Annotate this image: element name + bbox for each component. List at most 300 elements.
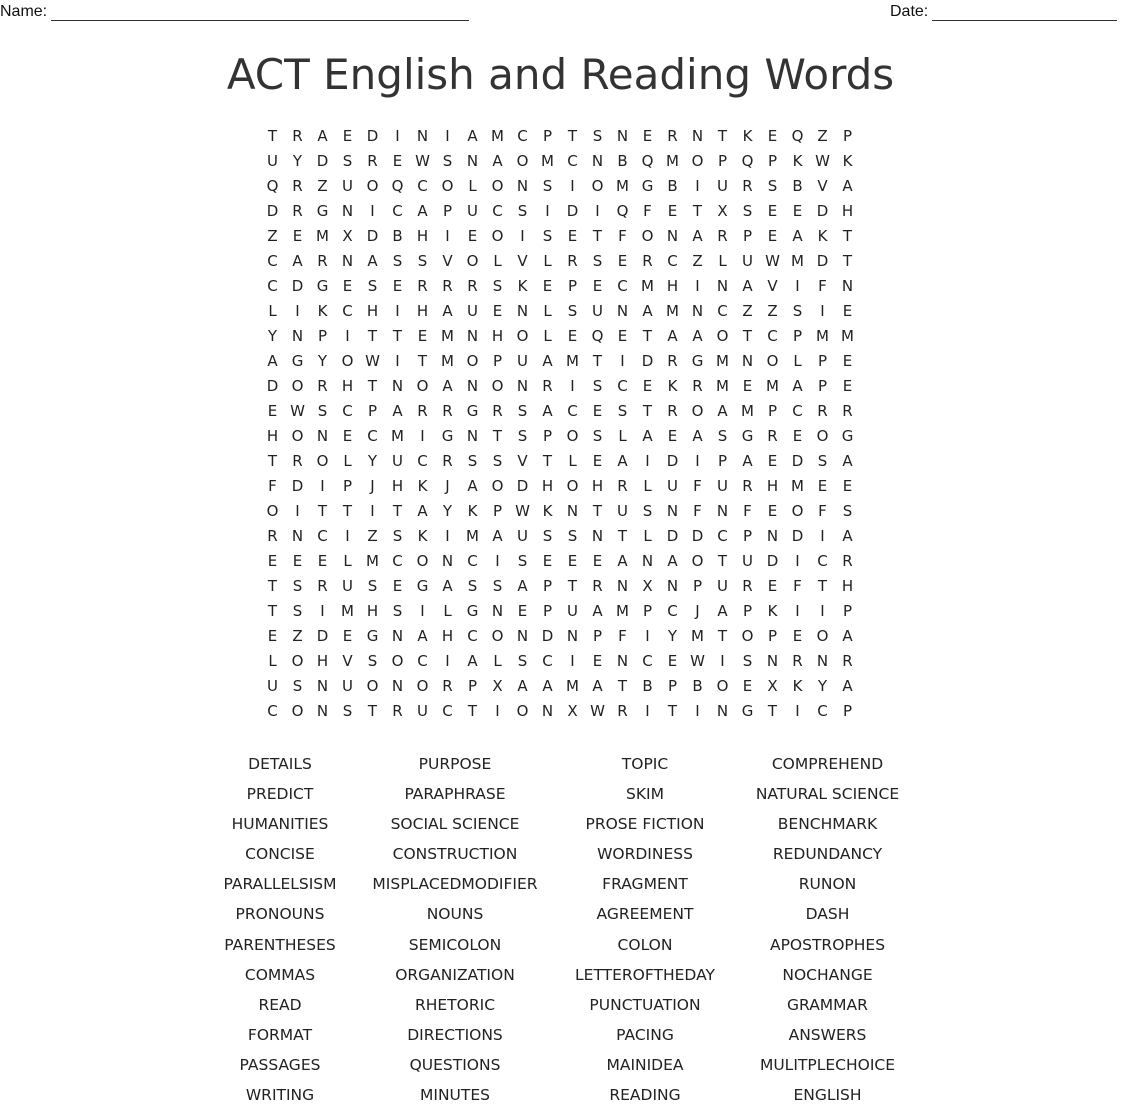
grid-letter: N — [391, 677, 404, 695]
word-list-item: WORDINESS — [597, 845, 693, 864]
grid-letter: P — [542, 427, 553, 445]
grid-letter: N — [341, 252, 354, 270]
grid-letter: I — [420, 427, 425, 445]
grid-letter: I — [620, 352, 625, 370]
grid-row — [260, 124, 860, 149]
grid-letter: U — [592, 302, 603, 320]
grid-letter: A — [292, 252, 303, 270]
grid-letter: T — [717, 627, 728, 645]
grid-letter: P — [317, 327, 328, 345]
grid-letter: I — [645, 452, 650, 470]
grid-letter: F — [793, 577, 802, 595]
grid-letter: P — [592, 627, 603, 645]
grid-letter: A — [717, 602, 728, 620]
grid-letter: I — [445, 652, 450, 670]
grid-letter: F — [268, 477, 277, 495]
grid-letter: L — [643, 527, 652, 545]
grid-letter: A — [742, 452, 753, 470]
word-list-item: NATURAL SCIENCE — [755, 785, 900, 804]
grid-letter: A — [742, 277, 753, 295]
grid-letter: N — [291, 327, 304, 345]
grid-letter: A — [592, 677, 603, 695]
grid-letter: O — [516, 327, 529, 345]
grid-letter: V — [767, 277, 778, 295]
grid-letter: Z — [317, 177, 328, 195]
grid-letter: A — [442, 377, 453, 395]
grid-letter: U — [667, 477, 678, 495]
grid-letter: H — [391, 477, 404, 495]
grid-letter: S — [492, 277, 503, 295]
grid-letter: I — [495, 702, 500, 720]
grid-letter: N — [591, 152, 604, 170]
grid-row — [260, 549, 860, 574]
grid-letter: Y — [442, 502, 453, 520]
grid-letter: W — [365, 352, 380, 370]
grid-letter: O — [466, 252, 479, 270]
grid-row — [260, 274, 860, 299]
grid-letter: M — [716, 352, 729, 370]
grid-letter: F — [618, 227, 627, 245]
word-list — [190, 751, 930, 1112]
grid-letter: L — [343, 552, 352, 570]
grid-letter: A — [542, 352, 553, 370]
grid-letter: N — [841, 277, 854, 295]
grid-letter: O — [691, 152, 704, 170]
grid-letter: D — [641, 352, 654, 370]
grid-letter: R — [742, 577, 753, 595]
grid-letter: P — [717, 152, 728, 170]
grid-letter: E — [767, 452, 778, 470]
grid-letter: O — [366, 177, 379, 195]
grid-letter: Q — [641, 152, 654, 170]
grid-letter: I — [570, 652, 575, 670]
grid-letter: R — [442, 402, 453, 420]
grid-letter: R — [717, 227, 728, 245]
word-list-item: COMMAS — [244, 965, 316, 984]
word-list-item: CONCISE — [245, 845, 315, 864]
grid-letter: N — [766, 527, 779, 545]
grid-letter: A — [317, 127, 328, 145]
grid-letter: L — [268, 302, 277, 320]
grid-letter: H — [416, 302, 429, 320]
grid-letter: G — [441, 427, 454, 445]
grid-letter: S — [767, 177, 778, 195]
grid-letter: E — [842, 377, 853, 395]
grid-letter: U — [467, 302, 478, 320]
grid-letter: N — [516, 377, 529, 395]
grid-row — [260, 249, 860, 274]
grid-letter: C — [492, 202, 503, 220]
grid-letter: I — [520, 227, 525, 245]
grid-letter: K — [667, 377, 678, 395]
grid-letter: T — [667, 702, 678, 720]
grid-letter: M — [616, 177, 629, 195]
grid-letter: T — [567, 577, 578, 595]
grid-letter: T — [642, 402, 653, 420]
grid-letter: E — [342, 277, 353, 295]
grid-letter: K — [792, 152, 803, 170]
grid-letter: T — [592, 502, 603, 520]
grid-letter: C — [617, 277, 628, 295]
grid-letter: I — [345, 527, 350, 545]
grid-letter: A — [417, 202, 428, 220]
grid-letter: L — [343, 452, 352, 470]
grid-letter: H — [366, 602, 379, 620]
grid-letter: A — [542, 402, 553, 420]
grid-letter: U — [392, 452, 403, 470]
grid-letter: D — [291, 277, 304, 295]
grid-letter: R — [617, 477, 628, 495]
grid-letter: S — [742, 652, 753, 670]
grid-letter: P — [367, 402, 378, 420]
grid-letter: R — [592, 577, 603, 595]
grid-letter: O — [716, 677, 729, 695]
grid-letter: D — [566, 202, 579, 220]
name-blank-line[interactable] — [51, 3, 469, 21]
grid-letter: A — [842, 677, 853, 695]
date-blank-line[interactable] — [932, 3, 1117, 21]
grid-letter: C — [792, 402, 803, 420]
grid-letter: E — [317, 552, 328, 570]
grid-letter: D — [816, 252, 829, 270]
grid-letter: E — [342, 127, 353, 145]
grid-letter: P — [742, 227, 753, 245]
grid-letter: I — [695, 277, 700, 295]
grid-letter: C — [342, 402, 353, 420]
grid-letter: E — [342, 627, 353, 645]
grid-letter: O — [566, 427, 579, 445]
grid-letter: G — [416, 577, 429, 595]
grid-letter: A — [467, 477, 478, 495]
grid-letter: M — [791, 252, 804, 270]
grid-letter: T — [717, 127, 728, 145]
grid-letter: M — [316, 227, 329, 245]
grid-letter: O — [491, 177, 504, 195]
word-list-item: ENGLISH — [793, 1086, 862, 1105]
word-list-item: READING — [609, 1086, 681, 1105]
grid-letter: D — [791, 527, 804, 545]
grid-letter: C — [467, 552, 478, 570]
word-list-item: FORMAT — [247, 1025, 313, 1044]
grid-letter: A — [442, 577, 453, 595]
grid-letter: U — [342, 677, 353, 695]
grid-row — [260, 424, 860, 449]
grid-letter: S — [742, 202, 753, 220]
grid-letter: I — [545, 202, 550, 220]
grid-letter: E — [392, 277, 403, 295]
grid-letter: C — [392, 202, 403, 220]
grid-letter: C — [817, 702, 828, 720]
grid-letter: E — [617, 252, 628, 270]
grid-letter: O — [691, 402, 704, 420]
grid-letter: D — [266, 377, 279, 395]
grid-letter: P — [342, 477, 353, 495]
grid-letter: G — [741, 702, 754, 720]
grid-letter: K — [817, 227, 828, 245]
grid-letter: E — [642, 377, 653, 395]
grid-letter: E — [592, 452, 603, 470]
grid-letter: Z — [692, 252, 703, 270]
grid-letter: T — [367, 377, 378, 395]
grid-letter: L — [443, 602, 452, 620]
grid-letter: D — [516, 477, 529, 495]
grid-letter: I — [370, 202, 375, 220]
word-list-item: REDUNDANCY — [772, 845, 883, 864]
grid-letter: P — [742, 527, 753, 545]
grid-letter: S — [542, 527, 553, 545]
grid-letter: I — [420, 602, 425, 620]
grid-letter: O — [716, 327, 729, 345]
grid-row — [260, 524, 860, 549]
grid-letter: U — [342, 177, 353, 195]
grid-letter: U — [742, 252, 753, 270]
grid-letter: U — [267, 677, 278, 695]
grid-letter: K — [742, 127, 753, 145]
grid-letter: S — [517, 552, 528, 570]
grid-letter: E — [267, 552, 278, 570]
grid-letter: O — [291, 427, 304, 445]
grid-letter: F — [693, 502, 702, 520]
word-list-item: NOCHANGE — [782, 965, 873, 984]
grid-letter: S — [517, 427, 528, 445]
grid-letter: G — [841, 427, 854, 445]
grid-letter: A — [417, 502, 428, 520]
grid-letter: C — [542, 652, 553, 670]
grid-letter: I — [795, 602, 800, 620]
grid-letter: M — [816, 327, 829, 345]
grid-letter: E — [842, 477, 853, 495]
grid-letter: E — [742, 677, 753, 695]
grid-letter: N — [666, 577, 679, 595]
grid-row — [260, 224, 860, 249]
grid-letter: P — [542, 127, 553, 145]
grid-letter: N — [391, 377, 404, 395]
grid-letter: N — [691, 127, 704, 145]
grid-letter: N — [516, 627, 529, 645]
grid-letter: L — [493, 652, 502, 670]
grid-letter: P — [542, 577, 553, 595]
grid-letter: R — [617, 702, 628, 720]
grid-letter: N — [716, 702, 729, 720]
grid-letter: E — [542, 552, 553, 570]
grid-letter: S — [492, 452, 503, 470]
grid-letter: N — [391, 627, 404, 645]
grid-letter: Q — [791, 127, 804, 145]
grid-letter: R — [642, 252, 653, 270]
grid-letter: R — [667, 402, 678, 420]
word-list-item: PARAPHRASE — [404, 785, 506, 804]
grid-letter: L — [643, 477, 652, 495]
grid-letter: S — [342, 152, 353, 170]
word-list-item: SOCIAL SCIENCE — [390, 815, 520, 834]
grid-letter: N — [416, 127, 429, 145]
grid-letter: E — [767, 577, 778, 595]
grid-letter: L — [468, 177, 477, 195]
grid-letter: E — [342, 427, 353, 445]
grid-letter: R — [317, 252, 328, 270]
grid-letter: W — [290, 402, 305, 420]
grid-letter: A — [442, 302, 453, 320]
grid-letter: N — [616, 127, 629, 145]
grid-letter: P — [767, 402, 778, 420]
grid-letter: A — [617, 452, 628, 470]
grid-letter: M — [441, 327, 454, 345]
grid-letter: M — [466, 527, 479, 545]
grid-row — [260, 649, 860, 674]
grid-letter: A — [492, 152, 503, 170]
grid-letter: I — [395, 127, 400, 145]
grid-letter: I — [695, 702, 700, 720]
grid-letter: S — [517, 402, 528, 420]
grid-letter: F — [818, 502, 827, 520]
grid-letter: K — [467, 502, 478, 520]
grid-letter: C — [667, 602, 678, 620]
grid-letter: D — [691, 527, 704, 545]
grid-row — [260, 299, 860, 324]
grid-letter: Y — [817, 677, 828, 695]
grid-row — [260, 699, 860, 724]
grid-letter: N — [716, 502, 729, 520]
grid-letter: R — [317, 377, 328, 395]
grid-letter: D — [766, 552, 779, 570]
word-list-item: ANSWERS — [788, 1025, 867, 1044]
grid-letter: R — [792, 652, 803, 670]
grid-letter: S — [517, 652, 528, 670]
grid-letter: C — [392, 552, 403, 570]
grid-row — [260, 599, 860, 624]
grid-letter: K — [842, 152, 853, 170]
grid-letter: T — [592, 352, 603, 370]
word-list-item: TOPIC — [621, 755, 669, 773]
grid-letter: A — [392, 402, 403, 420]
grid-letter: P — [492, 502, 503, 520]
grid-letter: H — [666, 277, 679, 295]
grid-letter: A — [467, 652, 478, 670]
grid-letter: I — [820, 302, 825, 320]
grid-letter: C — [367, 427, 378, 445]
grid-letter: Y — [367, 452, 378, 470]
grid-letter: B — [617, 152, 628, 170]
grid-letter: R — [367, 152, 378, 170]
word-list-item: PACING — [616, 1025, 674, 1044]
grid-letter: C — [717, 302, 728, 320]
grid-letter: A — [717, 402, 728, 420]
word-list-item: PARALLELSISM — [223, 875, 337, 894]
grid-letter: R — [267, 527, 278, 545]
grid-letter: V — [342, 652, 353, 670]
grid-letter: C — [342, 302, 353, 320]
grid-letter: C — [767, 327, 778, 345]
grid-letter: E — [792, 427, 803, 445]
grid-letter: P — [667, 677, 678, 695]
grid-letter: S — [292, 577, 303, 595]
grid-letter: N — [616, 652, 629, 670]
grid-letter: T — [392, 327, 403, 345]
grid-letter: S — [367, 652, 378, 670]
grid-letter: I — [445, 527, 450, 545]
grid-letter: S — [367, 577, 378, 595]
grid-letter: N — [341, 202, 354, 220]
grid-letter: A — [692, 427, 703, 445]
grid-letter: A — [842, 177, 853, 195]
word-list-item: SEMICOLON — [408, 935, 502, 954]
grid-letter: P — [742, 602, 753, 620]
grid-letter: E — [542, 277, 553, 295]
grid-letter: H — [341, 377, 354, 395]
grid-letter: N — [566, 502, 579, 520]
grid-letter: A — [792, 377, 803, 395]
date-field[interactable] — [890, 3, 1117, 21]
grid-letter: R — [292, 202, 303, 220]
grid-letter: Y — [267, 327, 278, 345]
grid-letter: N — [316, 677, 329, 695]
grid-letter: O — [741, 627, 754, 645]
grid-letter: G — [466, 402, 479, 420]
grid-letter: V — [517, 452, 528, 470]
grid-letter: T — [717, 552, 728, 570]
grid-letter: N — [541, 702, 554, 720]
grid-letter: O — [416, 377, 429, 395]
grid-letter: O — [416, 552, 429, 570]
grid-letter: U — [617, 502, 628, 520]
grid-letter: D — [316, 627, 329, 645]
grid-letter: G — [316, 277, 329, 295]
grid-letter: T — [392, 502, 403, 520]
grid-letter: I — [695, 452, 700, 470]
grid-letter: C — [417, 652, 428, 670]
grid-letter: R — [742, 177, 753, 195]
grid-letter: S — [492, 577, 503, 595]
grid-letter: G — [741, 427, 754, 445]
grid-letter: I — [295, 502, 300, 520]
grid-letter: P — [717, 452, 728, 470]
grid-letter: L — [793, 352, 802, 370]
grid-letter: P — [842, 702, 853, 720]
grid-letter: A — [842, 452, 853, 470]
word-list-item: MULITPLECHOICE — [759, 1055, 896, 1074]
grid-row — [260, 624, 860, 649]
grid-letter: H — [316, 652, 329, 670]
name-field[interactable] — [0, 3, 469, 21]
grid-letter: E — [667, 652, 678, 670]
grid-letter: S — [792, 302, 803, 320]
grid-letter: N — [616, 577, 629, 595]
grid-letter: Z — [367, 527, 378, 545]
grid-letter: M — [341, 602, 354, 620]
grid-letter: S — [317, 402, 328, 420]
grid-letter: U — [517, 352, 528, 370]
word-list-item: QUESTIONS — [409, 1055, 501, 1074]
grid-letter: W — [590, 702, 605, 720]
grid-letter: P — [642, 602, 653, 620]
grid-letter: T — [542, 452, 553, 470]
grid-letter: M — [841, 327, 854, 345]
grid-letter: Y — [667, 627, 678, 645]
grid-letter: B — [692, 677, 703, 695]
grid-letter: E — [567, 227, 578, 245]
grid-letter: T — [692, 202, 703, 220]
date-label: Date: — [890, 3, 929, 20]
grid-letter: G — [691, 352, 704, 370]
grid-letter: S — [567, 302, 578, 320]
grid-letter: O — [291, 377, 304, 395]
grid-letter: E — [517, 602, 528, 620]
grid-letter: E — [392, 577, 403, 595]
grid-letter: K — [417, 477, 428, 495]
grid-letter: P — [767, 627, 778, 645]
grid-letter: C — [667, 252, 678, 270]
grid-letter: Z — [292, 627, 303, 645]
